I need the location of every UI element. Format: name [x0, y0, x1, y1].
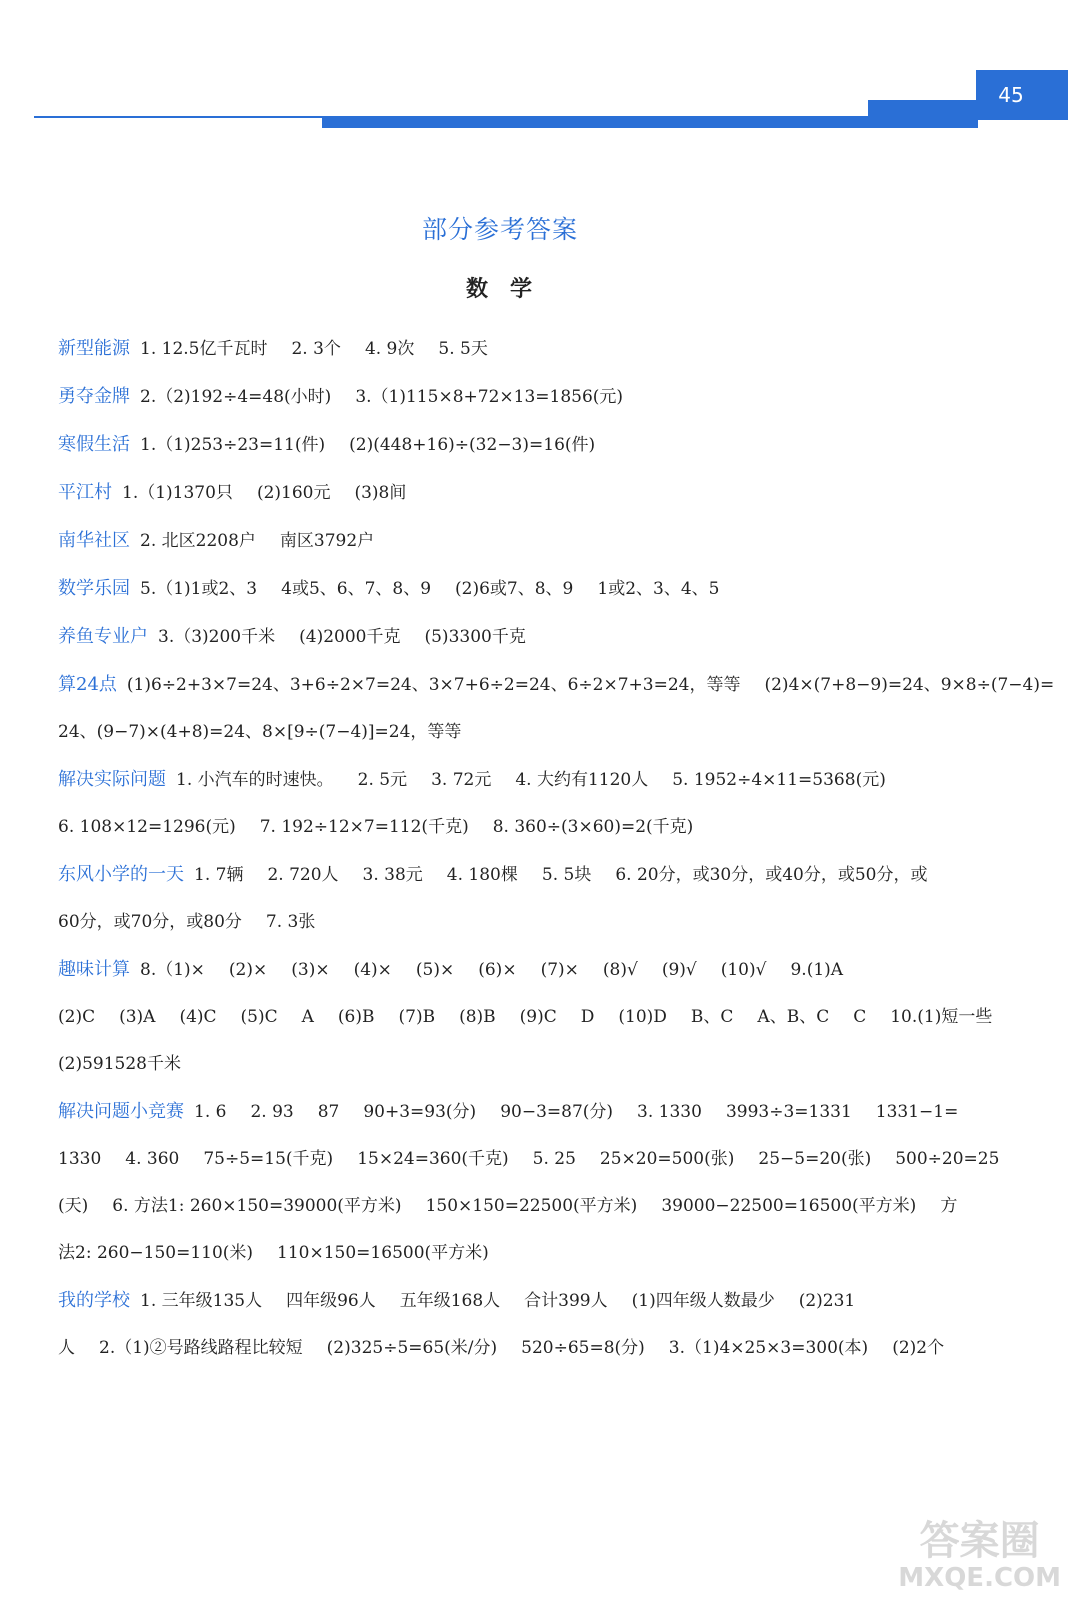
answer-item: (4)C	[179, 1007, 217, 1027]
answer-row	[58, 804, 948, 851]
answer-row	[58, 1088, 959, 1136]
answer-item: 1. 6	[194, 1102, 227, 1122]
answer-list	[58, 325, 1055, 1372]
answer-item: (2)231	[798, 1291, 856, 1311]
answer-item: 3. 38元	[362, 865, 423, 885]
answer-item: 3993÷3=1331	[725, 1102, 852, 1122]
answer-item: 75÷5=15(千克)	[203, 1149, 334, 1169]
answer-item: 5. 5天	[438, 339, 488, 359]
answer-item: A、B、C	[757, 1007, 830, 1027]
answer-row	[58, 994, 993, 1041]
watermark-logo-text: 答案圈	[919, 1518, 1040, 1564]
answer-item: 法2: 260−150=110(米)	[58, 1243, 254, 1263]
answer-item: (10)√	[720, 960, 767, 980]
answer-item: 1331−1=	[875, 1102, 959, 1122]
answer-item: (2)325÷5=65(米/分)	[326, 1338, 498, 1358]
answer-item: 2. 3个	[291, 339, 341, 359]
answer-item: 6. 108×12=1296(元)	[58, 817, 236, 837]
answer-item: 方	[940, 1196, 958, 1216]
answer-row	[58, 946, 948, 994]
answer-item: (3)A	[119, 1007, 156, 1027]
answer-item: 1或2、3、4、5	[597, 579, 720, 599]
answer-item: D	[580, 1007, 595, 1027]
page-number: 45	[998, 83, 1024, 107]
answer-row	[58, 1277, 948, 1325]
watermark-url: MXQE.COM	[898, 1563, 1061, 1593]
answer-item: (2)6或7、8、9	[455, 579, 574, 599]
answer-item: (5)×	[415, 960, 455, 980]
answer-item: (7)×	[540, 960, 579, 980]
subject-heading: 数学	[465, 276, 554, 302]
answer-item: 1330	[58, 1149, 102, 1169]
answer-item: (7)B	[398, 1007, 436, 1027]
section-heading: 我的学校	[58, 1290, 130, 1311]
answer-item: 3.（3)200千米	[158, 627, 276, 647]
section-heading: 东风小学的一天	[58, 864, 184, 885]
answer-item: (3)8间	[354, 483, 407, 503]
answer-item: 5. 25	[532, 1149, 576, 1169]
answer-item: 39000−22500=16500(平方米)	[661, 1196, 917, 1216]
answer-item: 2. 720人	[267, 865, 339, 885]
answer-row	[58, 613, 948, 661]
answer-item: 500÷20=25	[895, 1149, 1000, 1169]
answer-item: (8)√	[602, 960, 638, 980]
answer-item: (1)四年级人数最少	[631, 1291, 775, 1311]
answer-row	[58, 517, 948, 565]
answer-row	[58, 851, 948, 899]
answer-item: 1.（1)1370只	[122, 483, 233, 503]
answer-item: (2)C	[58, 1007, 96, 1027]
header-bar-step	[868, 100, 978, 128]
answer-item: 1. 7辆	[194, 865, 244, 885]
answer-item: 5. 5块	[541, 865, 592, 885]
section-heading: 勇夺金牌	[58, 386, 130, 407]
answer-item: 25×20=500(张)	[599, 1149, 735, 1169]
answer-item: (9)C	[519, 1007, 557, 1027]
section-heading: 养鱼专业户	[58, 626, 148, 647]
answer-item: 合计399人	[524, 1291, 608, 1311]
section-heading: 南华社区	[58, 530, 130, 551]
answer-item: 7. 192÷12×7=112(千克)	[259, 817, 469, 837]
answer-item: 2. 5元	[357, 770, 408, 790]
answer-item: (6)B	[337, 1007, 375, 1027]
answer-item: 2.（1)②号路线路程比较短	[99, 1338, 303, 1358]
answer-item: (4)×	[353, 960, 392, 980]
answer-item: 5.（1)1或2、3	[140, 579, 258, 599]
answer-item: C	[853, 1007, 867, 1027]
answer-item: 9.(1)A	[790, 960, 844, 980]
answer-item: (8)B	[459, 1007, 496, 1027]
answer-row	[58, 373, 948, 421]
answer-item: 五年级168人	[399, 1291, 501, 1311]
answer-item: 8. 360÷(3×60)=2(千克)	[492, 817, 694, 837]
answer-row	[58, 1136, 1000, 1183]
answer-row	[58, 1325, 948, 1372]
header-rule	[34, 116, 324, 118]
answer-item: 1. 12.5亿千瓦时	[140, 339, 268, 359]
answer-item: 4. 360	[125, 1149, 180, 1169]
answer-item: 25−5=20(张)	[758, 1149, 872, 1169]
answer-row	[58, 1183, 958, 1230]
answer-item: (5)3300千克	[424, 627, 526, 647]
answer-item: 90+3=93(分)	[363, 1102, 477, 1122]
answer-item: 南区3792户	[279, 531, 375, 551]
answer-item: 8.（1)×	[140, 960, 205, 980]
answer-item: (1)6÷2+3×7=24、3+6÷2×7=24、3×7+6÷2=24、6÷2×7+3=24，等等	[126, 675, 741, 695]
section-heading: 算24点	[58, 674, 117, 695]
answer-row	[58, 899, 948, 946]
section-heading: 新型能源	[58, 338, 130, 359]
answer-row	[58, 756, 948, 804]
answer-row	[58, 1041, 948, 1088]
answer-item: 6. 20分，或30分，或40分，或50分，或	[615, 865, 928, 885]
answer-item: (2)160元	[256, 483, 331, 503]
answer-row	[58, 325, 948, 373]
section-heading: 解决实际问题	[58, 769, 166, 790]
answer-item: (5)C	[240, 1007, 278, 1027]
answer-row	[58, 709, 948, 756]
answer-item: 3. 1330	[637, 1102, 702, 1122]
answer-row	[58, 421, 948, 469]
answer-item: (3)×	[291, 960, 330, 980]
answer-item: 4. 9次	[364, 339, 415, 359]
answer-row	[58, 1230, 948, 1277]
answer-item: 24、(9−7)×(4+8)=24、8×[9÷(7−4)]=24，等等	[58, 722, 462, 742]
answer-item: (2)2个	[892, 1338, 945, 1358]
answer-item: 人	[58, 1338, 75, 1358]
section-heading: 寒假生活	[58, 434, 130, 455]
answer-item: 3.（1)115×8+72×13=1856(元)	[355, 387, 624, 407]
answer-item: (2)(448+16)÷(32−3)=16(件)	[349, 435, 596, 455]
section-heading: 数学乐园	[58, 578, 130, 599]
answer-item: B、C	[690, 1007, 734, 1027]
answer-item: 4. 大约有1120人	[515, 770, 649, 790]
answer-item: 2. 北区2208户	[140, 531, 256, 551]
answer-row	[58, 469, 948, 517]
header-bar	[322, 116, 872, 128]
answer-item: 1. 三年级135人	[140, 1291, 263, 1311]
answer-item: (天)	[58, 1196, 89, 1216]
answer-item: 6. 方法1: 260×150=39000(平方米)	[112, 1196, 402, 1216]
answer-item: 7. 3张	[265, 912, 316, 932]
answer-item: (2)591528千米	[58, 1054, 181, 1074]
answer-item: 3.（1)4×25×3=300(本)	[668, 1338, 869, 1358]
answer-item: 60分，或70分，或80分	[58, 912, 242, 932]
answer-item: 2. 93	[250, 1102, 294, 1122]
answer-item: 4. 180棵	[446, 865, 518, 885]
answer-item: 四年级96人	[286, 1291, 376, 1311]
answer-item: 150×150=22500(平方米)	[425, 1196, 638, 1216]
answer-item: (2)×	[228, 960, 268, 980]
answer-item: 2.（2)192÷4=48(小时)	[140, 387, 332, 407]
answer-item: (9)√	[661, 960, 697, 980]
answer-row	[58, 661, 1055, 709]
answer-item: 1. 小汽车的时速快。	[176, 770, 334, 790]
answer-item: (2)4×(7+8−9)=24、9×8÷(7−4)=	[764, 675, 1055, 695]
answer-item: 15×24=360(千克)	[357, 1149, 509, 1169]
page-title: 部分参考答案	[421, 215, 578, 244]
answer-row	[58, 565, 948, 613]
watermark	[898, 1518, 1061, 1592]
answer-item: 5. 1952÷4×11=5368(元)	[672, 770, 886, 790]
answer-item: 110×150=16500(平方米)	[277, 1243, 489, 1263]
answer-item: 520÷65=8(分)	[521, 1338, 645, 1358]
answer-item: 1.（1)253÷23=11(件)	[140, 435, 326, 455]
section-heading: 趣味计算	[58, 959, 130, 980]
answer-item: 10.(1)短一些	[890, 1007, 993, 1027]
section-heading: 解决问题小竞赛	[58, 1101, 184, 1122]
answer-item: A	[301, 1007, 314, 1027]
answer-item: 3. 72元	[431, 770, 492, 790]
answer-item: (6)×	[478, 960, 517, 980]
answer-item: 90−3=87(分)	[500, 1102, 614, 1122]
answer-item: 87	[317, 1102, 340, 1122]
answer-item: (4)2000千克	[299, 627, 401, 647]
section-heading: 平江村	[58, 482, 112, 503]
answer-item: 4或5、6、7、8、9	[281, 579, 432, 599]
answer-item: (10)D	[618, 1007, 667, 1027]
